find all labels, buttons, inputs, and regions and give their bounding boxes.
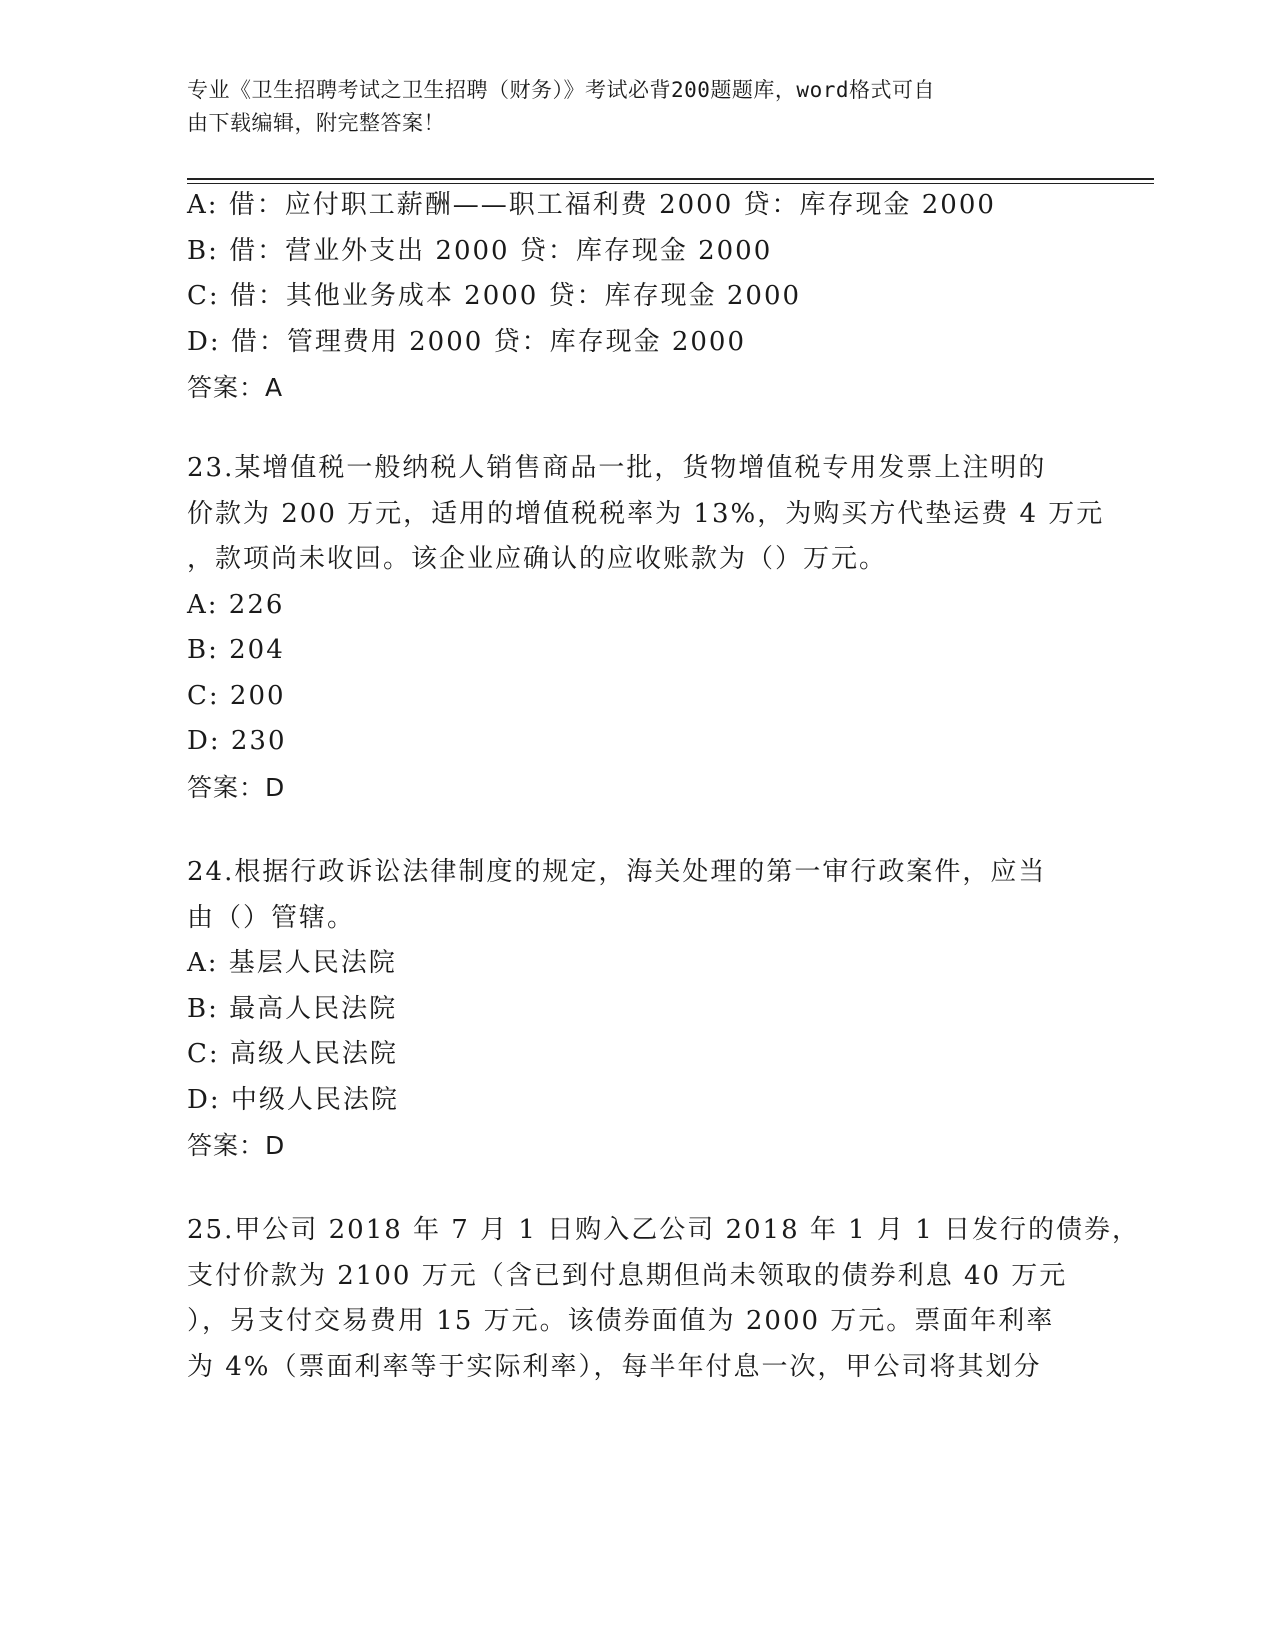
option-b: B: 借：营业外支出 2000 贷：库存现金 2000 [187, 235, 773, 266]
question-25 [187, 1208, 1141, 1390]
document-header [187, 74, 1067, 140]
question-text-line: ），另支付交易费用 15 万元。该债券面值为 2000 万元。票面年利率 [187, 1306, 1055, 1336]
answer: 答案：D [187, 1131, 286, 1160]
question-text-line: 23.某增值税一般纳税人销售商品一批，货物增值税专用发票上注明的 [187, 453, 1047, 483]
question-24 [187, 850, 1087, 1169]
header-line-2: 由下载编辑，附完整答案！ [187, 111, 445, 135]
option-c: C: 借：其他业务成本 2000 贷：库存现金 2000 [187, 281, 802, 311]
question-text-line: 为 4%（票面利率等于实际利率），每半年付息一次，甲公司将其划分 [187, 1351, 1042, 1382]
option-a: A: 226 [187, 589, 285, 620]
question-text-line: 由（）管辖。 [187, 902, 356, 933]
question-text-line: 25.甲公司 2018 年 7 月 1 日购入乙公司 2018 年 1 月 1 日发行的债券， [187, 1215, 1141, 1245]
question-text-line: 支付价款为 2100 万元（含已到付息期但尚未领取的债券利息 40 万元 [187, 1260, 1068, 1291]
option-d: D: 中级人民法院 [187, 1084, 399, 1115]
option-a: A: 借：应付职工薪酬——职工福利费 2000 贷：库存现金 2000 [187, 190, 996, 220]
option-b: B: 204 [187, 635, 285, 665]
question-text-line: 价款为 200 万元，适用的增值税税率为 13%，为购买方代垫运费 4 万元 [187, 498, 1105, 529]
answer: 答案：D [187, 772, 286, 802]
option-b: B: 最高人民法院 [187, 993, 398, 1024]
question-22 [187, 183, 1087, 411]
question-text-line: 24.根据行政诉讼法律制度的规定，海关处理的第一审行政案件，应当 [187, 857, 1047, 887]
answer: 答案：A [187, 373, 284, 402]
question-23 [187, 446, 1105, 810]
option-d: D: 借：管理费用 2000 贷：库存现金 2000 [187, 326, 747, 357]
option-a: A: 基层人民法院 [187, 948, 397, 978]
question-text-line: ，款项尚未收回。该企业应确认的应收账款为（）万元。 [187, 544, 888, 574]
option-c: C: 200 [187, 680, 286, 711]
header-rule-thick [187, 178, 1154, 180]
header-line-1: 专业《卫生招聘考试之卫生招聘（财务）》考试必背200题题库，word格式可自 [187, 78, 935, 102]
option-d: D: 230 [187, 726, 287, 756]
option-c: C: 高级人民法院 [187, 1039, 398, 1069]
